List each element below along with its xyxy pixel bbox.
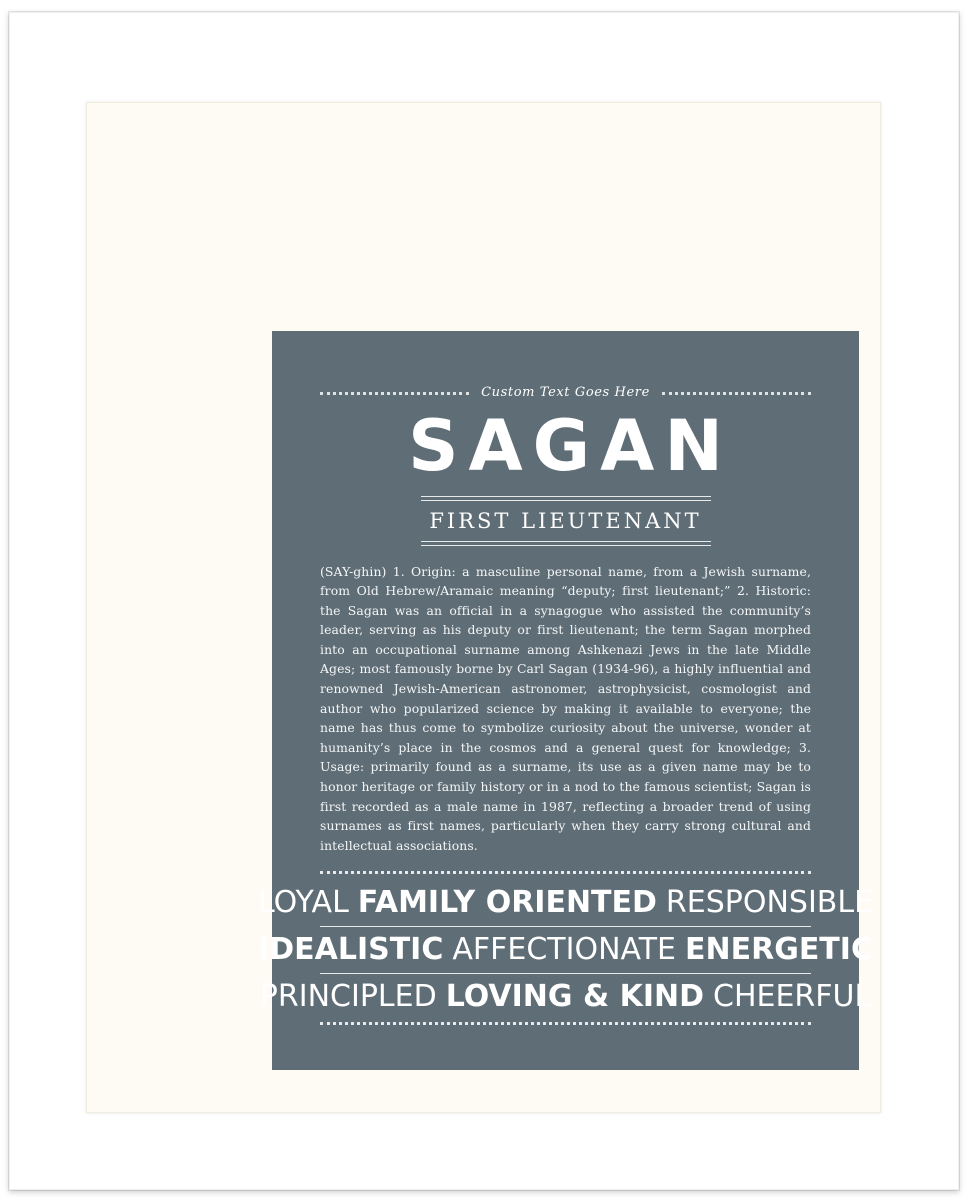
trait-word: PRINCIPLED <box>259 979 437 1015</box>
subtitle-block <box>320 496 811 546</box>
definition-divider <box>320 871 811 874</box>
dotted-rule-left <box>320 388 469 395</box>
trait-word: ENERGETIC <box>685 932 873 968</box>
trait-row <box>259 976 872 1018</box>
trait-word: AFFECTIONATE <box>452 932 676 968</box>
name-title: SAGAN <box>408 405 733 487</box>
trait-word: LOYAL <box>257 885 349 921</box>
trait-row <box>258 929 873 971</box>
trait-list <box>257 882 874 1025</box>
picture-frame <box>9 12 959 1190</box>
name-art-poster <box>257 331 874 1070</box>
definition-text: (SAY-ghin) 1. Origin: a masculine personal name, from a Jewish surname, from Old Hebrew/Aramaic meaning “deputy; first lieutenant;” 2. Historic: the Sagan was an official in a synagogue who assisted the community’s leader, serving as his deputy or first lieutenant; the term Sagan morphed into an occupational surname among Ashkenazi Jews in the late Middle Ages; most famously borne by Carl Sagan (1934-96), a highly influential and renowned Jewish-American astronomer, astrophysicist, cosmologist and author who popularized science by making it available to everyone; the name has thus come to symbolize curiosity about the universe, wonder at humanity’s place in the cosmos and a general quest for knowledge; 3. Usage: primarily found as a surname, its use as a given name may be to honor heritage or family history or in a nod to the famous scientist; Sagan is first recorded as a male name in 1987, reflecting a broader trend of using surnames as first names, particularly when they carry strong cultural and intellectual associations. <box>320 563 811 853</box>
trait-divider <box>320 926 811 927</box>
trait-row <box>257 882 874 924</box>
trait-word: CHEERFUL <box>713 979 872 1015</box>
frame-mat <box>86 102 881 1113</box>
trait-word: LOVING & KIND <box>445 979 705 1015</box>
dotted-rule-right <box>662 388 811 395</box>
custom-text-row <box>320 385 811 400</box>
custom-text: Custom Text Goes Here <box>481 385 650 400</box>
trait-bottom-divider <box>320 1022 811 1025</box>
subtitle-rule-top <box>421 496 711 501</box>
trait-divider <box>320 973 811 974</box>
subtitle-text: FIRST LIEUTENANT <box>429 508 702 533</box>
trait-word: FAMILY ORIENTED <box>357 885 657 921</box>
subtitle-rule-bottom <box>421 541 711 546</box>
trait-word: RESPONSIBLE <box>665 885 874 921</box>
trait-word: IDEALISTIC <box>258 932 444 968</box>
